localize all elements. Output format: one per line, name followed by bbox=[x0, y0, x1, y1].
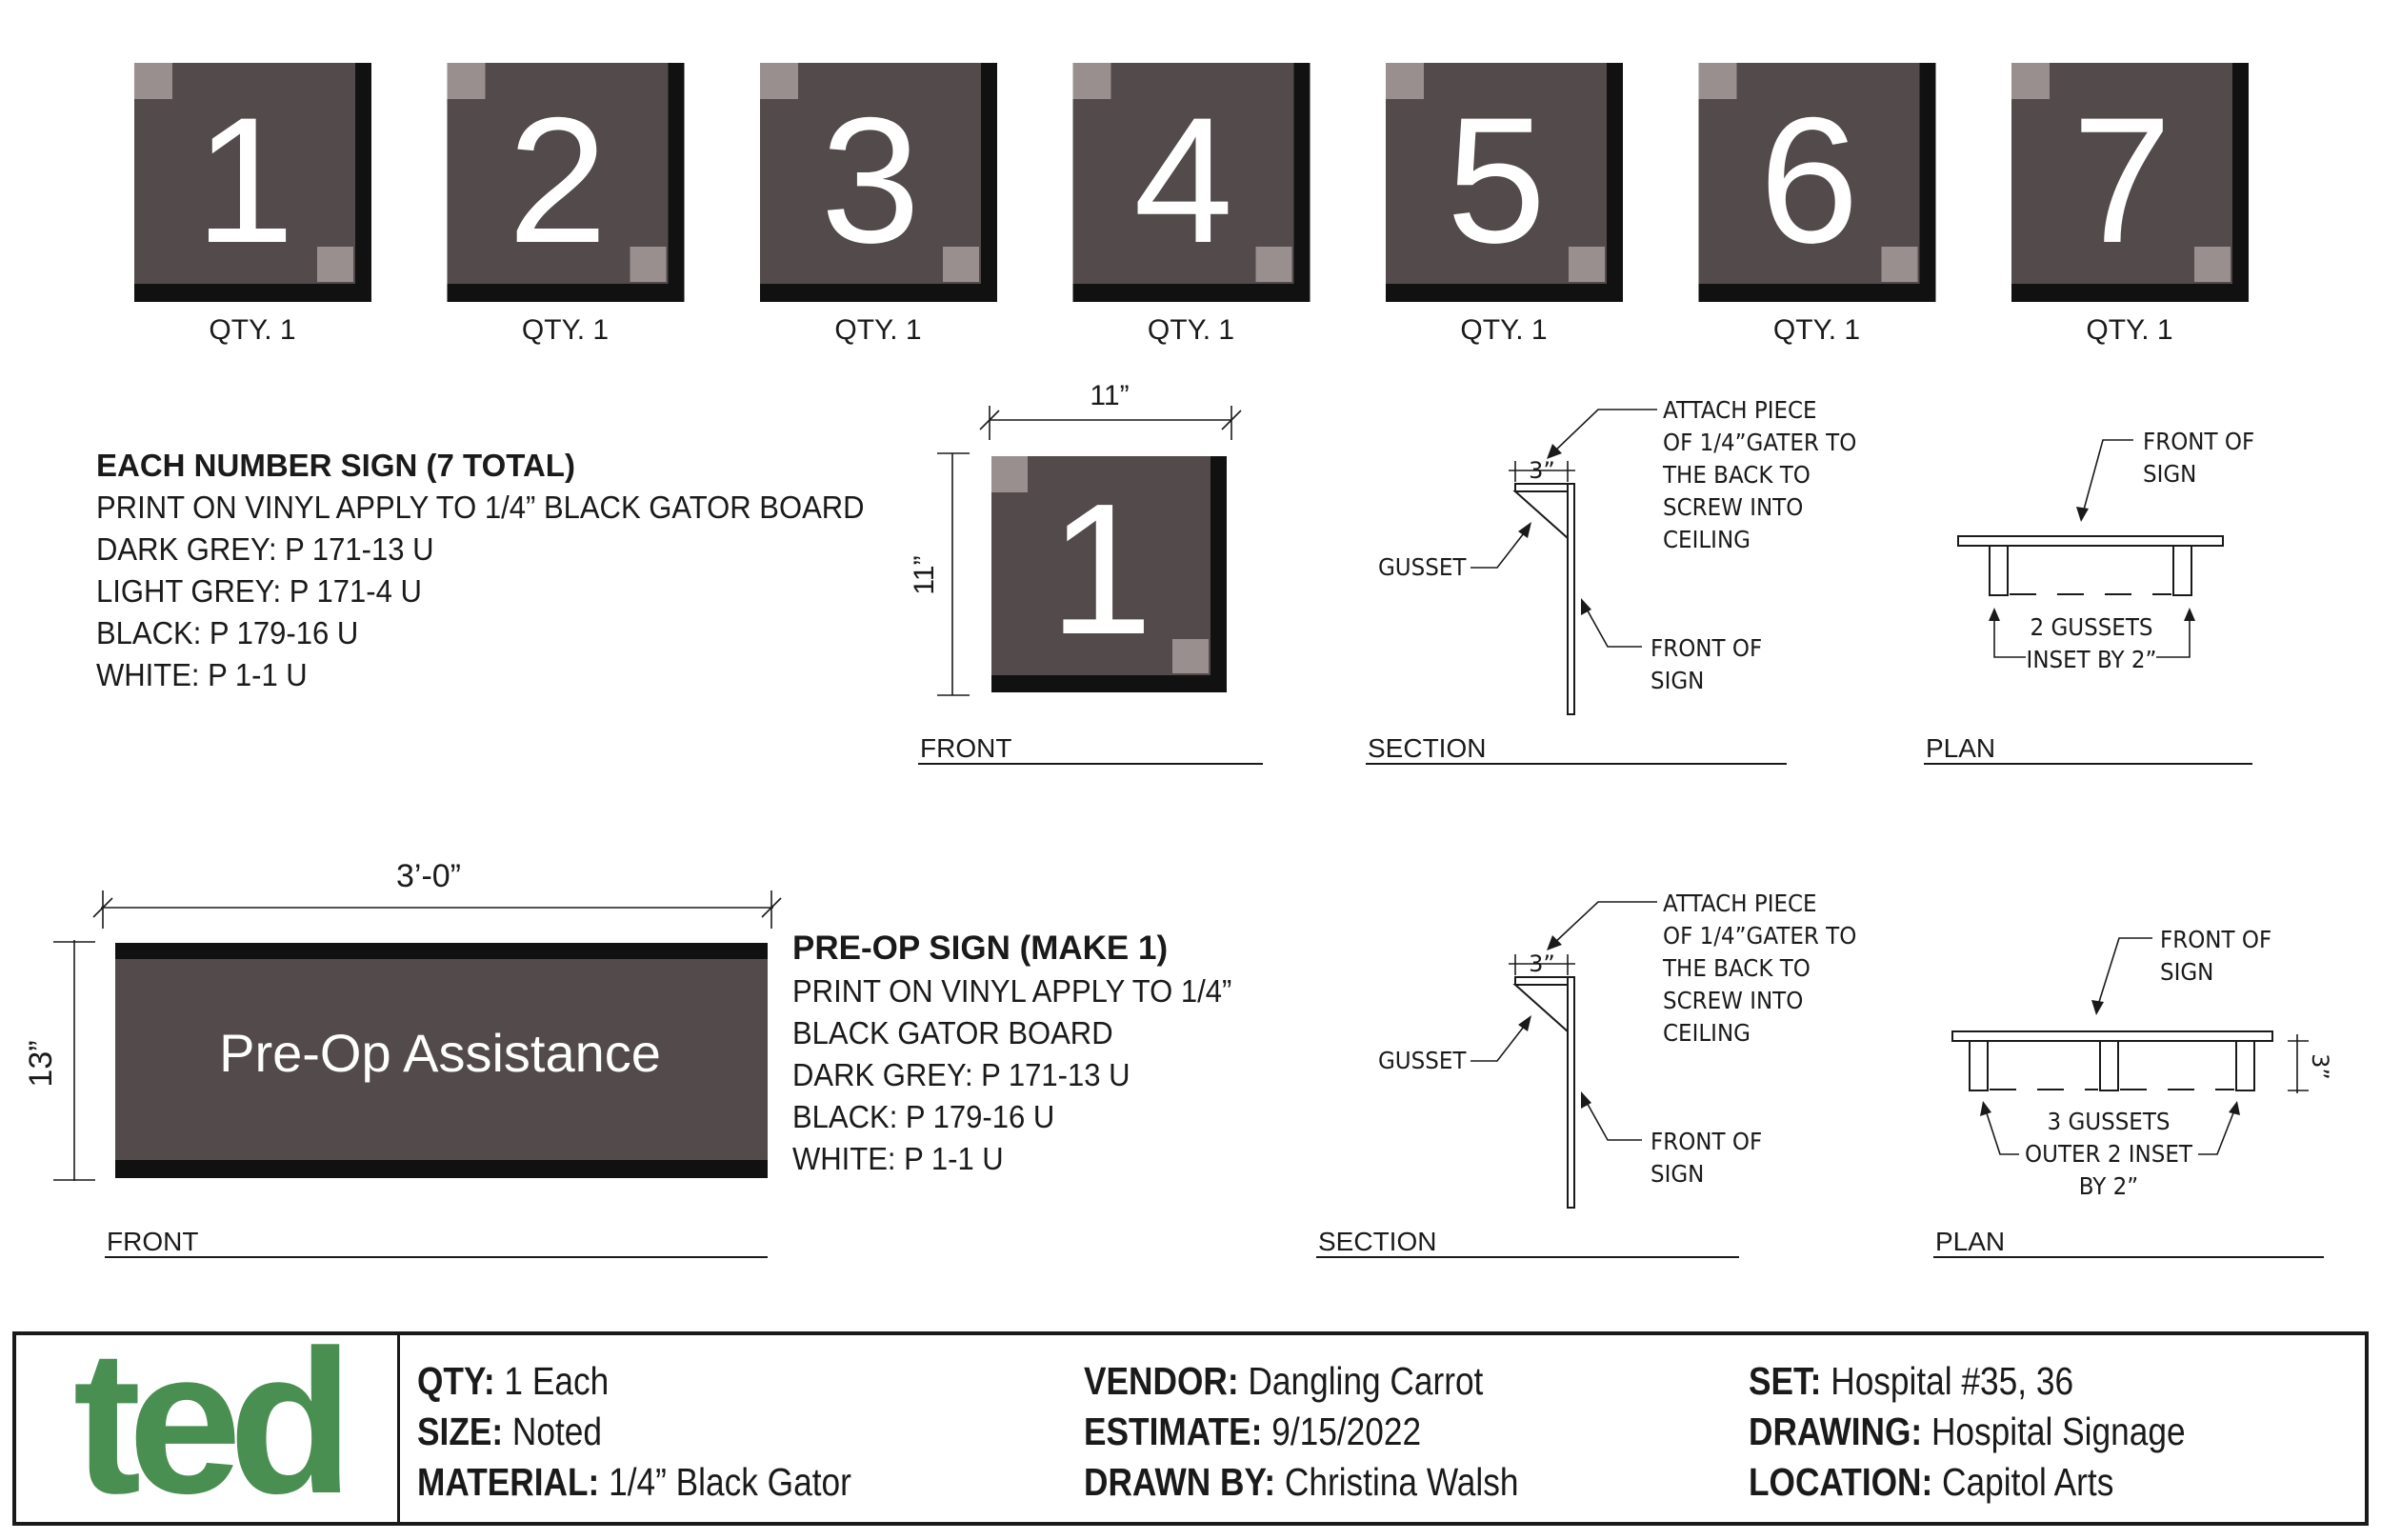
attach-piece bbox=[1515, 484, 1568, 491]
plan-front-note-line: SIGN bbox=[2142, 460, 2197, 489]
arrowhead bbox=[1989, 608, 2000, 621]
number-sign bbox=[1699, 63, 1936, 346]
arrowhead bbox=[1518, 522, 1531, 538]
logo-cell bbox=[16, 1306, 400, 1536]
title-block-column-1 bbox=[417, 1356, 922, 1508]
preop-section-view bbox=[1316, 890, 1856, 1257]
corner-square bbox=[630, 247, 667, 282]
corner-square bbox=[2011, 63, 2050, 99]
number-sign bbox=[448, 63, 685, 346]
plan-front-note-line: FRONT OF bbox=[2160, 926, 2272, 954]
preop-sign-text: Pre-Op Assistance bbox=[219, 1023, 661, 1083]
estimate-label: ESTIMATE: bbox=[1084, 1410, 1263, 1453]
set-field bbox=[1749, 1356, 2186, 1407]
corner-square bbox=[991, 456, 1028, 492]
number-spec-title: EACH NUMBER SIGN (7 TOTAL) bbox=[96, 448, 575, 483]
plan-gusset bbox=[2100, 1041, 2118, 1090]
front-height-label: 11” bbox=[909, 555, 940, 595]
front-view-label: FRONT bbox=[920, 733, 1012, 763]
plan-gusset bbox=[1970, 1041, 1988, 1090]
section-view-label: SECTION bbox=[1368, 733, 1487, 763]
drawing-label: DRAWING: bbox=[1749, 1410, 1923, 1453]
plan-gusset-leader bbox=[2156, 615, 2190, 657]
preop-spec-line: PRINT ON VINYL APPLY TO 1/4” bbox=[792, 973, 1232, 1010]
gusset-label: GUSSET bbox=[1378, 553, 1467, 582]
attach-note-line: SCREW INTO bbox=[1663, 987, 1804, 1015]
material-value: 1/4” Black Gator bbox=[609, 1460, 851, 1504]
preop-spec-line: BLACK: P 179-16 U bbox=[792, 1099, 1055, 1135]
material-label: MATERIAL: bbox=[417, 1460, 600, 1504]
title-block-column-2 bbox=[1084, 1356, 1590, 1508]
plan-board bbox=[1958, 536, 2223, 546]
number-spec-line: PRINT ON VINYL APPLY TO 1/4” BLACK GATOR BOARD bbox=[96, 490, 865, 526]
qty-field bbox=[417, 1356, 851, 1407]
attach-note-line: CEILING bbox=[1663, 526, 1751, 554]
number-spec-line: LIGHT GREY: P 171-4 U bbox=[96, 573, 422, 610]
number-plan-view bbox=[1924, 428, 2254, 764]
qty-label: QTY: bbox=[417, 1359, 495, 1403]
front-of-sign-line: FRONT OF bbox=[1651, 634, 1763, 663]
plan-front-leader bbox=[2084, 440, 2133, 510]
corner-square bbox=[1172, 639, 1209, 673]
number-spec-line: WHITE: P 1-1 U bbox=[96, 657, 308, 693]
size-field bbox=[417, 1407, 851, 1457]
preop-width-label: 3’-0” bbox=[395, 858, 462, 894]
corner-square bbox=[317, 247, 353, 282]
number-spec-line: BLACK: P 179-16 U bbox=[96, 615, 359, 651]
attach-note-line: CEILING bbox=[1663, 1019, 1751, 1048]
plan-view-label: PLAN bbox=[1926, 733, 1996, 763]
number-sign bbox=[2011, 63, 2249, 346]
qty-label: QTY. 1 bbox=[1147, 314, 1235, 346]
qty-label: QTY. 1 bbox=[1460, 314, 1548, 346]
vendor-field bbox=[1084, 1356, 1518, 1407]
plan-gusset-leader bbox=[1986, 1110, 2019, 1154]
qty-label: QTY. 1 bbox=[521, 314, 610, 346]
corner-square bbox=[448, 63, 486, 99]
attach-note-line: OF 1/4”GATER TO bbox=[1663, 429, 1857, 457]
preop-spec-line: DARK GREY: P 171-13 U bbox=[792, 1057, 1130, 1093]
sign-number: 1 bbox=[194, 80, 295, 280]
front-of-sign-line: SIGN bbox=[1651, 1160, 1705, 1189]
corner-square bbox=[1569, 247, 1605, 282]
preop-spec-line: BLACK GATOR BOARD bbox=[792, 1015, 1113, 1051]
sign-board-profile bbox=[1568, 484, 1574, 714]
set-value: Hospital #35, 36 bbox=[1831, 1359, 2074, 1403]
preop-spec bbox=[792, 930, 1231, 1176]
front-leader bbox=[1585, 1099, 1642, 1140]
plan-gusset-note-line: OUTER 2 INSET bbox=[2025, 1140, 2192, 1169]
front-leader bbox=[1585, 606, 1642, 647]
number-sign-spec bbox=[96, 448, 865, 692]
drawn-by-label: DRAWN BY: bbox=[1084, 1460, 1276, 1504]
number-sign bbox=[760, 63, 997, 346]
qty-label: QTY. 1 bbox=[1772, 314, 1861, 346]
corner-square bbox=[1699, 63, 1737, 99]
attach-note-line: THE BACK TO bbox=[1663, 954, 1811, 983]
front-of-sign-line: SIGN bbox=[1651, 667, 1705, 695]
arrowhead bbox=[1581, 598, 1591, 615]
location-value: Capitol Arts bbox=[1942, 1460, 2114, 1504]
attach-note-line: THE BACK TO bbox=[1663, 461, 1811, 490]
drawn-by-field bbox=[1084, 1457, 1518, 1508]
arrowhead bbox=[1980, 1101, 1991, 1116]
gusset-leader bbox=[1471, 1023, 1527, 1061]
plan-front-note-line: SIGN bbox=[2160, 958, 2214, 987]
drawing-field bbox=[1749, 1407, 2186, 1457]
preop-spec-line: WHITE: P 1-1 U bbox=[792, 1141, 1004, 1177]
number-sign-row bbox=[134, 63, 2249, 346]
plan-front-note-line: FRONT OF bbox=[2142, 428, 2255, 456]
plan-gusset-note-line: 3 GUSSETS bbox=[2047, 1108, 2171, 1136]
number-front-view bbox=[909, 380, 1263, 764]
plan-gusset bbox=[2236, 1041, 2254, 1090]
front-width-label: 11” bbox=[1090, 380, 1130, 411]
plan-dim-label: 3” bbox=[2307, 1053, 2333, 1080]
number-spec-line: DARK GREY: P 171-13 U bbox=[96, 531, 434, 568]
attach-note-line: OF 1/4”GATER TO bbox=[1663, 922, 1857, 950]
front-of-sign-line: FRONT OF bbox=[1651, 1128, 1763, 1156]
arrowhead bbox=[2091, 1000, 2104, 1015]
qty-label: QTY. 1 bbox=[834, 314, 922, 346]
arrowhead bbox=[1581, 1091, 1591, 1109]
section-dim-label: 3” bbox=[1529, 950, 1555, 977]
number-sign bbox=[1386, 63, 1623, 346]
size-value: Noted bbox=[511, 1410, 603, 1453]
number-sign bbox=[1073, 63, 1311, 346]
qty-label: QTY. 1 bbox=[209, 314, 296, 346]
vendor-label: VENDOR: bbox=[1084, 1359, 1239, 1403]
plan-board bbox=[1952, 1031, 2272, 1041]
estimate-field bbox=[1084, 1407, 1518, 1457]
attach-piece bbox=[1515, 977, 1568, 985]
arrowhead bbox=[1518, 1015, 1531, 1031]
number-section-view bbox=[1366, 396, 1856, 764]
arrowhead bbox=[2076, 507, 2089, 522]
sign-number: 7 bbox=[2071, 80, 2172, 280]
preop-front-view-label: FRONT bbox=[107, 1227, 199, 1256]
preop-spec-title: PRE-OP SIGN (MAKE 1) bbox=[792, 930, 1169, 967]
plan-gusset-leader bbox=[1994, 615, 2026, 657]
attach-note-line: ATTACH PIECE bbox=[1663, 890, 1817, 918]
set-label: SET: bbox=[1749, 1359, 1822, 1403]
location-label: LOCATION: bbox=[1749, 1460, 1933, 1504]
sign-number: 4 bbox=[1133, 80, 1233, 280]
front-sign-number: 1 bbox=[1049, 465, 1153, 673]
attach-note-line: ATTACH PIECE bbox=[1663, 396, 1817, 425]
section-dim-label: 3” bbox=[1529, 457, 1555, 484]
attach-leader bbox=[1552, 410, 1657, 453]
plan-gusset-note-line: 2 GUSSETS bbox=[2030, 613, 2153, 642]
arrowhead bbox=[2184, 608, 2195, 621]
plan-front-leader bbox=[2099, 938, 2152, 1002]
estimate-value: 9/15/2022 bbox=[1271, 1410, 1422, 1453]
attach-note-line: SCREW INTO bbox=[1663, 493, 1804, 522]
drawn-by-value: Christina Walsh bbox=[1284, 1460, 1519, 1504]
size-label: SIZE: bbox=[417, 1410, 504, 1453]
corner-square bbox=[1386, 63, 1424, 99]
plan-gusset-leader bbox=[2198, 1110, 2234, 1154]
sign-number: 3 bbox=[820, 80, 921, 280]
plan-gusset bbox=[2173, 546, 2191, 595]
location-field bbox=[1749, 1457, 2186, 1508]
preop-plan-view-label: PLAN bbox=[1935, 1227, 2006, 1256]
plan-gusset-note-line: INSET BY 2” bbox=[2026, 646, 2157, 674]
corner-square bbox=[2194, 247, 2231, 282]
preop-height-label: 13” bbox=[23, 1040, 59, 1088]
qty-label: QTY. 1 bbox=[2086, 314, 2173, 346]
corner-square bbox=[134, 63, 172, 99]
preop-front-view bbox=[23, 858, 781, 1257]
arrowhead bbox=[2229, 1101, 2240, 1115]
sign-board-profile bbox=[1568, 977, 1574, 1208]
drawing-value: Hospital Signage bbox=[1931, 1410, 2186, 1453]
title-block bbox=[12, 1306, 2369, 1536]
plan-gusset bbox=[1990, 546, 2008, 595]
corner-square bbox=[1882, 247, 1918, 282]
preop-plan-view bbox=[1933, 926, 2333, 1257]
ted-logo: ted bbox=[72, 1306, 341, 1536]
corner-square bbox=[1073, 63, 1111, 99]
qty-value: 1 Each bbox=[504, 1359, 610, 1403]
corner-square bbox=[1256, 247, 1292, 282]
sign-number: 6 bbox=[1759, 80, 1859, 280]
title-block-column-3 bbox=[1749, 1356, 2256, 1508]
vendor-value: Dangling Carrot bbox=[1248, 1359, 1484, 1403]
attach-leader bbox=[1552, 902, 1657, 945]
sign-number: 5 bbox=[1446, 80, 1547, 280]
corner-square bbox=[943, 247, 979, 282]
gusset-label: GUSSET bbox=[1378, 1047, 1467, 1075]
number-sign bbox=[134, 63, 371, 346]
gusset-leader bbox=[1471, 530, 1527, 568]
preop-section-view-label: SECTION bbox=[1318, 1227, 1437, 1256]
plan-gusset-note-line: BY 2” bbox=[2078, 1172, 2139, 1201]
corner-square bbox=[760, 63, 798, 99]
material-field bbox=[417, 1457, 851, 1508]
sign-number: 2 bbox=[508, 80, 608, 280]
